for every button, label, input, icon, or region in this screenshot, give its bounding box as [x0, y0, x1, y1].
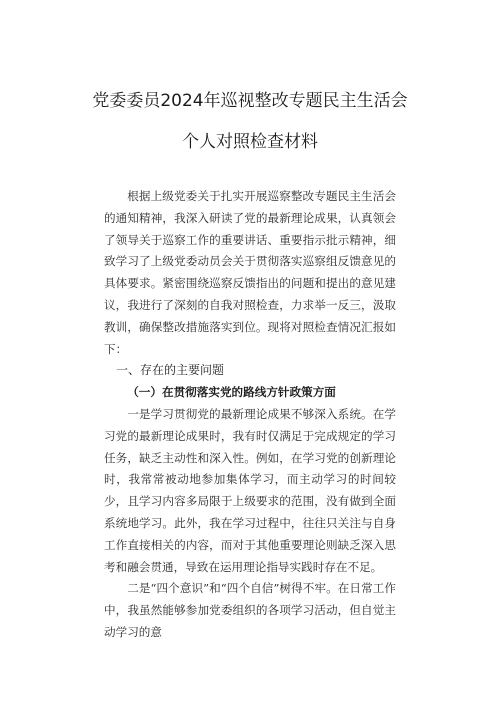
body-paragraph-2: 二是“四个意识”和“四个自信”树得不牢。在日常工作中，我虽然能够参加党委组织的各项学习活动，但自觉主动学习的意: [104, 581, 396, 639]
subsection-heading: （一）在贯彻落实党的路线方针政策方面: [127, 385, 336, 400]
body-paragraph-1: 一是学习贯彻党的最新理论成果不够深入系统。在学习党的最新理论成果时，我有时仅满足于完成规定的学习任务，缺乏主动性和深入性。例如，在学习党的创新理论时，我常常被动地参加集体学习，而主动学习的时间较少，且学习内容多局限于上级要求的范围，没有做到全面系统地学习。此外，我在学习过程中，往往只关注与自身工作直接相关的内容，而对于其他重要理论则缺乏深入思考和融会贯通，导致在运用理论指导实践时存在不足。: [104, 406, 396, 574]
document-body: [104, 186, 396, 644]
section-heading: 一、存在的主要问题: [116, 363, 225, 378]
intro-paragraph: 根据上级党委关于扎实开展巡察整改专题民主生活会的通知精神，我深入研读了党的最新理论成果，认真领会了领导关于巡察工作的重要讲话、重要指示批示精神，细致学习了上级党委动员会关于贯彻落实巡察组反馈意见的具体要求。紧密围绕巡察反馈指出的问题和提出的意见建议，我进行了深刻的自我对照检查，力求举一反三，汲取教训，确保整改措施落实到位。现将对照检查情况汇报如下：: [104, 189, 396, 356]
document-subtitle: 个人对照检查材料: [182, 132, 318, 152]
document-title: 党委委员2024年巡视整改专题民主生活会: [92, 91, 408, 111]
